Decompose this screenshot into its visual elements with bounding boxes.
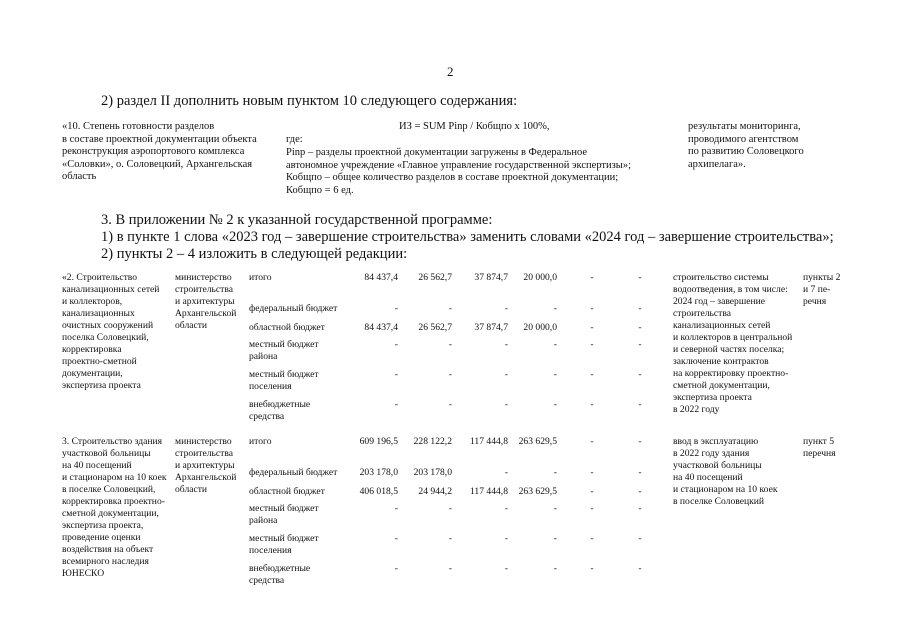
funding-value: - [394, 503, 398, 514]
funding-value: 26 562,7 [418, 272, 452, 283]
funding-value: - [504, 303, 508, 314]
funding-value: - [394, 339, 398, 350]
item-3-2: 2) пункты 2 – 4 изложить в следующей редакции: [101, 246, 408, 262]
indicator10-name: «10. Степень готовности разделов в составе проектной документации объекта реконструкция аэропортового комплекса «Соловки», о. Соловецкий, Архангельская область [62, 121, 257, 183]
row3-name: 3. Строительство здания участковой больницы на 40 посещений и стационаром на 10 коек в поселке Соловецкий, корректировка проектно- сметной документации, экспертиза проекта, проведение оценки воздействия на объект всемирного наследия ЮНЕСКО [62, 436, 167, 579]
funding-value: - [590, 339, 594, 350]
funding-value: - [638, 369, 642, 380]
funding-value: - [638, 322, 642, 333]
funding-value: - [590, 467, 594, 478]
funding-value: - [590, 486, 594, 497]
funding-value: 263 629,5 [518, 486, 557, 497]
funding-value: 24 944,2 [418, 486, 452, 497]
indicator10-explanation: Pinp – разделы проектной документации загружены в Федеральное автономное учреждение «Главное управление государственной экспертизы»; Кобщпо – общее количество разделов в составе проектной документации; Кобщпо = 6 ед. [286, 147, 632, 196]
funding-value: - [448, 399, 452, 410]
funding-source-label: местный бюджет поселения [249, 533, 319, 556]
funding-value: - [394, 399, 398, 410]
funding-value: - [394, 533, 398, 544]
funding-value: 37 874,7 [474, 272, 508, 283]
funding-value: - [590, 436, 594, 447]
row2-result: строительство системы водоотведения, в том числе: 2024 год – завершение строительства канализационных сетей и коллекторов в центральной и северной частях поселка; заключение контрактов на корректировку проектно- сметной документации, экспертиза проекта в 2022 году [673, 272, 793, 415]
funding-value: - [448, 369, 452, 380]
funding-value: - [504, 503, 508, 514]
funding-source-label: областной бюджет [249, 322, 325, 333]
funding-source-label: федеральный бюджет [249, 467, 338, 478]
funding-source-label: итого [249, 436, 272, 447]
funding-value: - [394, 303, 398, 314]
funding-value: - [638, 467, 642, 478]
row2-link: пункты 2 и 7 пе- речня [803, 272, 841, 307]
funding-value: 117 444,8 [469, 486, 508, 497]
funding-value: - [504, 563, 508, 574]
funding-source-label: итого [249, 272, 272, 283]
funding-value: - [504, 339, 508, 350]
funding-value: - [394, 563, 398, 574]
funding-source-label: внебюджетные средства [249, 399, 311, 422]
row2-executor: министерство строительства и архитектуры Архангельской области [175, 272, 237, 331]
funding-value: - [553, 533, 557, 544]
funding-source-label: местный бюджет района [249, 503, 319, 526]
funding-value: - [504, 369, 508, 380]
funding-value: - [448, 339, 452, 350]
funding-value: 84 437,4 [364, 272, 398, 283]
funding-value: - [553, 467, 557, 478]
funding-value: - [448, 533, 452, 544]
funding-value: 263 629,5 [518, 436, 557, 447]
funding-value: - [504, 399, 508, 410]
funding-value: - [448, 503, 452, 514]
item-3-1: 1) в пункте 1 слова «2023 год – завершение строительства» заменить словами «2024 год – завершение строительства»; [101, 229, 834, 245]
funding-value: - [638, 533, 642, 544]
row2-name: «2. Строительство канализационных сетей и коллекторов, канализационных очистных сооружений поселка Соловецкий, корректировка проектно-сметной документации, экспертиза проекта [62, 272, 160, 391]
funding-value: 84 437,4 [364, 322, 398, 333]
funding-value: 228 122,2 [413, 436, 452, 447]
funding-value: - [638, 339, 642, 350]
funding-value: - [553, 563, 557, 574]
funding-value: - [394, 369, 398, 380]
funding-value: - [504, 467, 508, 478]
funding-value: - [638, 303, 642, 314]
item-2-heading: 2) раздел II дополнить новым пунктом 10 следующего содержания: [101, 93, 518, 109]
indicator10-where: где: [286, 134, 303, 145]
funding-source-label: областной бюджет [249, 486, 325, 497]
funding-value: - [553, 303, 557, 314]
funding-value: - [590, 369, 594, 380]
row3-result: ввод в эксплуатацию в 2022 году здания участковой больницы на 40 посещений и стационаром на 10 коек в поселке Соловецкий [673, 436, 778, 507]
section3-heading: 3. В приложении № 2 к указанной государственной программе: [101, 212, 493, 228]
funding-value: - [553, 399, 557, 410]
funding-value: - [590, 272, 594, 283]
funding-value: - [590, 322, 594, 333]
page-number: 2 [447, 64, 454, 79]
funding-source-label: местный бюджет поселения [249, 369, 319, 392]
funding-value: 117 444,8 [469, 436, 508, 447]
funding-value: - [638, 486, 642, 497]
funding-value: - [638, 563, 642, 574]
funding-value: - [448, 303, 452, 314]
funding-value: - [638, 272, 642, 283]
row3-link: пункт 5 перечня [803, 436, 836, 459]
funding-value: - [553, 369, 557, 380]
funding-value: - [638, 436, 642, 447]
funding-value: 37 874,7 [474, 322, 508, 333]
funding-value: 609 196,5 [359, 436, 398, 447]
funding-value: 20 000,0 [523, 272, 557, 283]
funding-value: - [590, 399, 594, 410]
funding-value: - [590, 303, 594, 314]
funding-value: 203 178,0 [359, 467, 398, 478]
funding-value: 20 000,0 [523, 322, 557, 333]
funding-value: - [448, 563, 452, 574]
funding-source-label: внебюджетные средства [249, 563, 311, 586]
funding-value: - [590, 503, 594, 514]
funding-source-label: федеральный бюджет [249, 303, 338, 314]
funding-value: - [553, 503, 557, 514]
indicator10-source: результаты мониторинга, проводимого агентством по развитию Соловецкого архипелага». [688, 121, 804, 170]
funding-value: 406 018,5 [359, 486, 398, 497]
funding-value: - [638, 399, 642, 410]
funding-value: - [590, 563, 594, 574]
funding-value: - [638, 503, 642, 514]
funding-value: 203 178,0 [413, 467, 452, 478]
funding-value: - [590, 533, 594, 544]
funding-value: 26 562,7 [418, 322, 452, 333]
indicator10-formula: ИЗ = SUM Pinp / Кобщпо x 100%, [399, 121, 550, 132]
funding-value: - [553, 339, 557, 350]
funding-source-label: местный бюджет района [249, 339, 319, 362]
funding-value: - [504, 533, 508, 544]
row3-executor: министерство строительства и архитектуры Архангельской области [175, 436, 237, 495]
